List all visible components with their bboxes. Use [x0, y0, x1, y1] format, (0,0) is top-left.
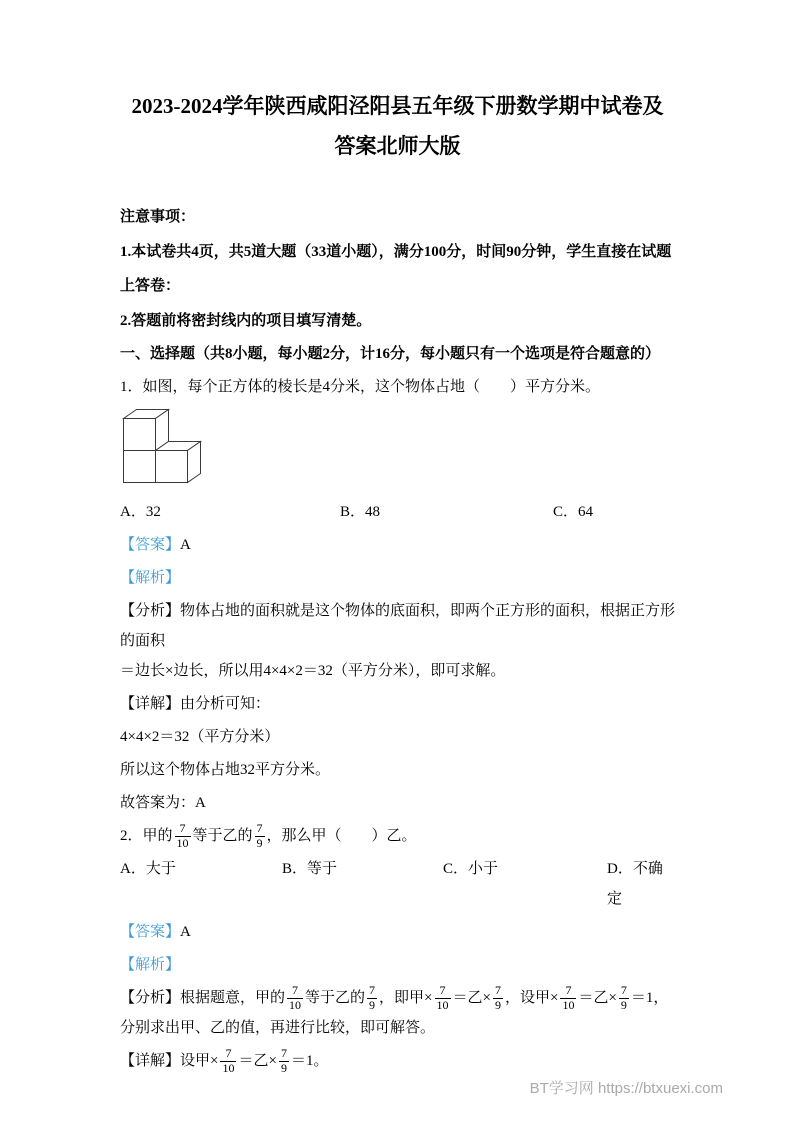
q2-option-a: A．大于: [120, 861, 176, 877]
cube-front-face: [124, 419, 156, 451]
q2-detail-part-3: ＝1。: [290, 1053, 329, 1069]
fraction-numerator: 7: [225, 1046, 232, 1061]
fraction-numerator: 7: [439, 983, 446, 998]
fraction-denominator: 10: [436, 998, 449, 1013]
q1-detail-line-4: 故答案为：A: [120, 795, 206, 811]
cube-front-face: [156, 451, 188, 483]
q2-analysis-part-5: ，设甲×: [504, 990, 559, 1006]
page-title-line-2: 答案北师大版: [334, 134, 461, 158]
q2-analysis-line-2: 分别求出甲、乙的值，再进行比较，即可解答。: [120, 1020, 436, 1036]
fraction-denominator: 10: [176, 836, 189, 851]
fraction: [279, 1047, 289, 1076]
q1-analysis-line-2: ＝边长×边长，所以用4×4×2＝32（平方分米），即可求解。: [120, 663, 506, 679]
fraction-denominator: 10: [562, 998, 575, 1013]
q1-stem: 1．如图，每个正方体的棱长是4分米，这个物体占地（ ）平方分米。: [120, 379, 601, 395]
fraction-numerator: 7: [280, 1046, 287, 1061]
q2-option-c: C．小于: [443, 861, 499, 877]
fraction: [493, 984, 503, 1013]
fraction-denominator: 9: [620, 998, 627, 1013]
q2-answer-line: [120, 917, 675, 947]
page-title: [120, 86, 675, 166]
fraction: [287, 984, 303, 1013]
fraction-denominator: 9: [280, 1061, 287, 1076]
q2-detail-part-1: 【详解】设甲×: [120, 1053, 219, 1069]
fraction: [560, 984, 576, 1013]
fraction: [619, 984, 629, 1013]
q1-analysis-text: [120, 596, 675, 686]
q1-detail-line-1: 【详解】由分析可知：: [120, 696, 271, 712]
q2-analysis-part-2: 等于乙的: [305, 990, 366, 1006]
q2-answer-label: 【答案】: [120, 924, 181, 940]
fraction-numerator: 7: [565, 983, 572, 998]
q2-option-d: D．不确定: [607, 861, 663, 907]
fraction: [255, 822, 265, 851]
q2-option-b: B．等于: [282, 861, 338, 877]
fraction-denominator: 9: [369, 998, 376, 1013]
notice-item-1: [120, 235, 675, 303]
q2-analysis-part-3: ，即甲×: [379, 990, 433, 1006]
fraction-numerator: 7: [292, 983, 299, 998]
q1-answer-line: [120, 530, 675, 560]
q1-figure: [122, 408, 675, 489]
cubes-group: [124, 410, 201, 483]
q2-analysis-text: [120, 983, 675, 1043]
page-title-line-1: 2023-2024学年陕西咸阳泾阳县五年级下册数学期中试卷及: [131, 94, 664, 118]
q2-analysis-part-7: ＝1，: [630, 990, 669, 1006]
q1-analysis-header: [120, 563, 675, 593]
fraction: [367, 984, 377, 1013]
q2-analysis-header: [120, 950, 675, 980]
fraction: [175, 822, 191, 851]
fraction-denominator: 9: [494, 998, 501, 1013]
q2-analysis-part-6: ＝乙×: [578, 990, 617, 1006]
isometric-cubes-figure: [122, 408, 202, 484]
fraction-numerator: 7: [179, 821, 186, 836]
q2-options: [120, 854, 675, 914]
cube-front-face: [124, 451, 156, 483]
section-1-header: 一、选择题（共8小题，每小题2分，计16分，每小题只有一个选项是符合题意的）: [120, 346, 661, 362]
q2-stem-part-1: 2．甲的: [120, 828, 173, 844]
q2-analysis-part-4: ＝乙×: [452, 990, 491, 1006]
q2-analysis-part-1: 【分析】根据题意，甲的: [120, 990, 286, 1006]
fraction: [435, 984, 451, 1013]
q2-stem-part-2: 等于乙的: [192, 828, 253, 844]
notice-item-1-line-1: 1.本试卷共4页，共5道大题（33道小题），满分100分，时间90分钟，学生直接在试题: [120, 244, 672, 260]
q1-analysis-line-1: 【分析】物体占地的面积就是这个物体的底面积，即两个正方形的面积，根据正方形的面积: [120, 603, 676, 649]
q2-detail-part-2: ＝乙×: [238, 1053, 277, 1069]
q1-detail-line-3: 所以这个物体占地32平方分米。: [120, 762, 331, 778]
notice-header: 注意事项：: [120, 209, 196, 225]
fraction-denominator: 10: [222, 1061, 235, 1076]
notice-item-2: 2.答题前将密封线内的项目填写清楚。: [120, 313, 372, 329]
q2-stem: [120, 821, 675, 851]
q1-options: [120, 497, 675, 527]
fraction-numerator: 7: [256, 821, 263, 836]
q1-answer-value: A: [180, 537, 191, 553]
fraction: [220, 1047, 236, 1076]
fraction-numerator: 7: [494, 983, 501, 998]
fraction-denominator: 10: [289, 998, 302, 1013]
q1-answer-label: 【答案】: [120, 537, 181, 553]
q2-detail-text: [120, 1046, 675, 1076]
fraction-numerator: 7: [369, 983, 376, 998]
q1-analysis-label: 【解析】: [120, 570, 181, 586]
notice-item-1-line-2: 上答卷：: [120, 278, 181, 294]
q1-option-b: B．48: [340, 504, 381, 520]
q1-option-a: A．32: [120, 504, 161, 520]
q2-analysis-label: 【解析】: [120, 957, 181, 973]
q1-option-c: C．64: [553, 504, 594, 520]
footer-watermark: BT学习网 https://btxuexi.com: [529, 1080, 723, 1097]
fraction-numerator: 7: [620, 983, 627, 998]
q2-answer-value: A: [180, 924, 191, 940]
q1-detail-line-2: 4×4×2＝32（平方分米）: [120, 729, 280, 745]
fraction-denominator: 9: [256, 836, 263, 851]
q2-stem-part-3: ，那么甲（ ）乙。: [266, 828, 417, 844]
